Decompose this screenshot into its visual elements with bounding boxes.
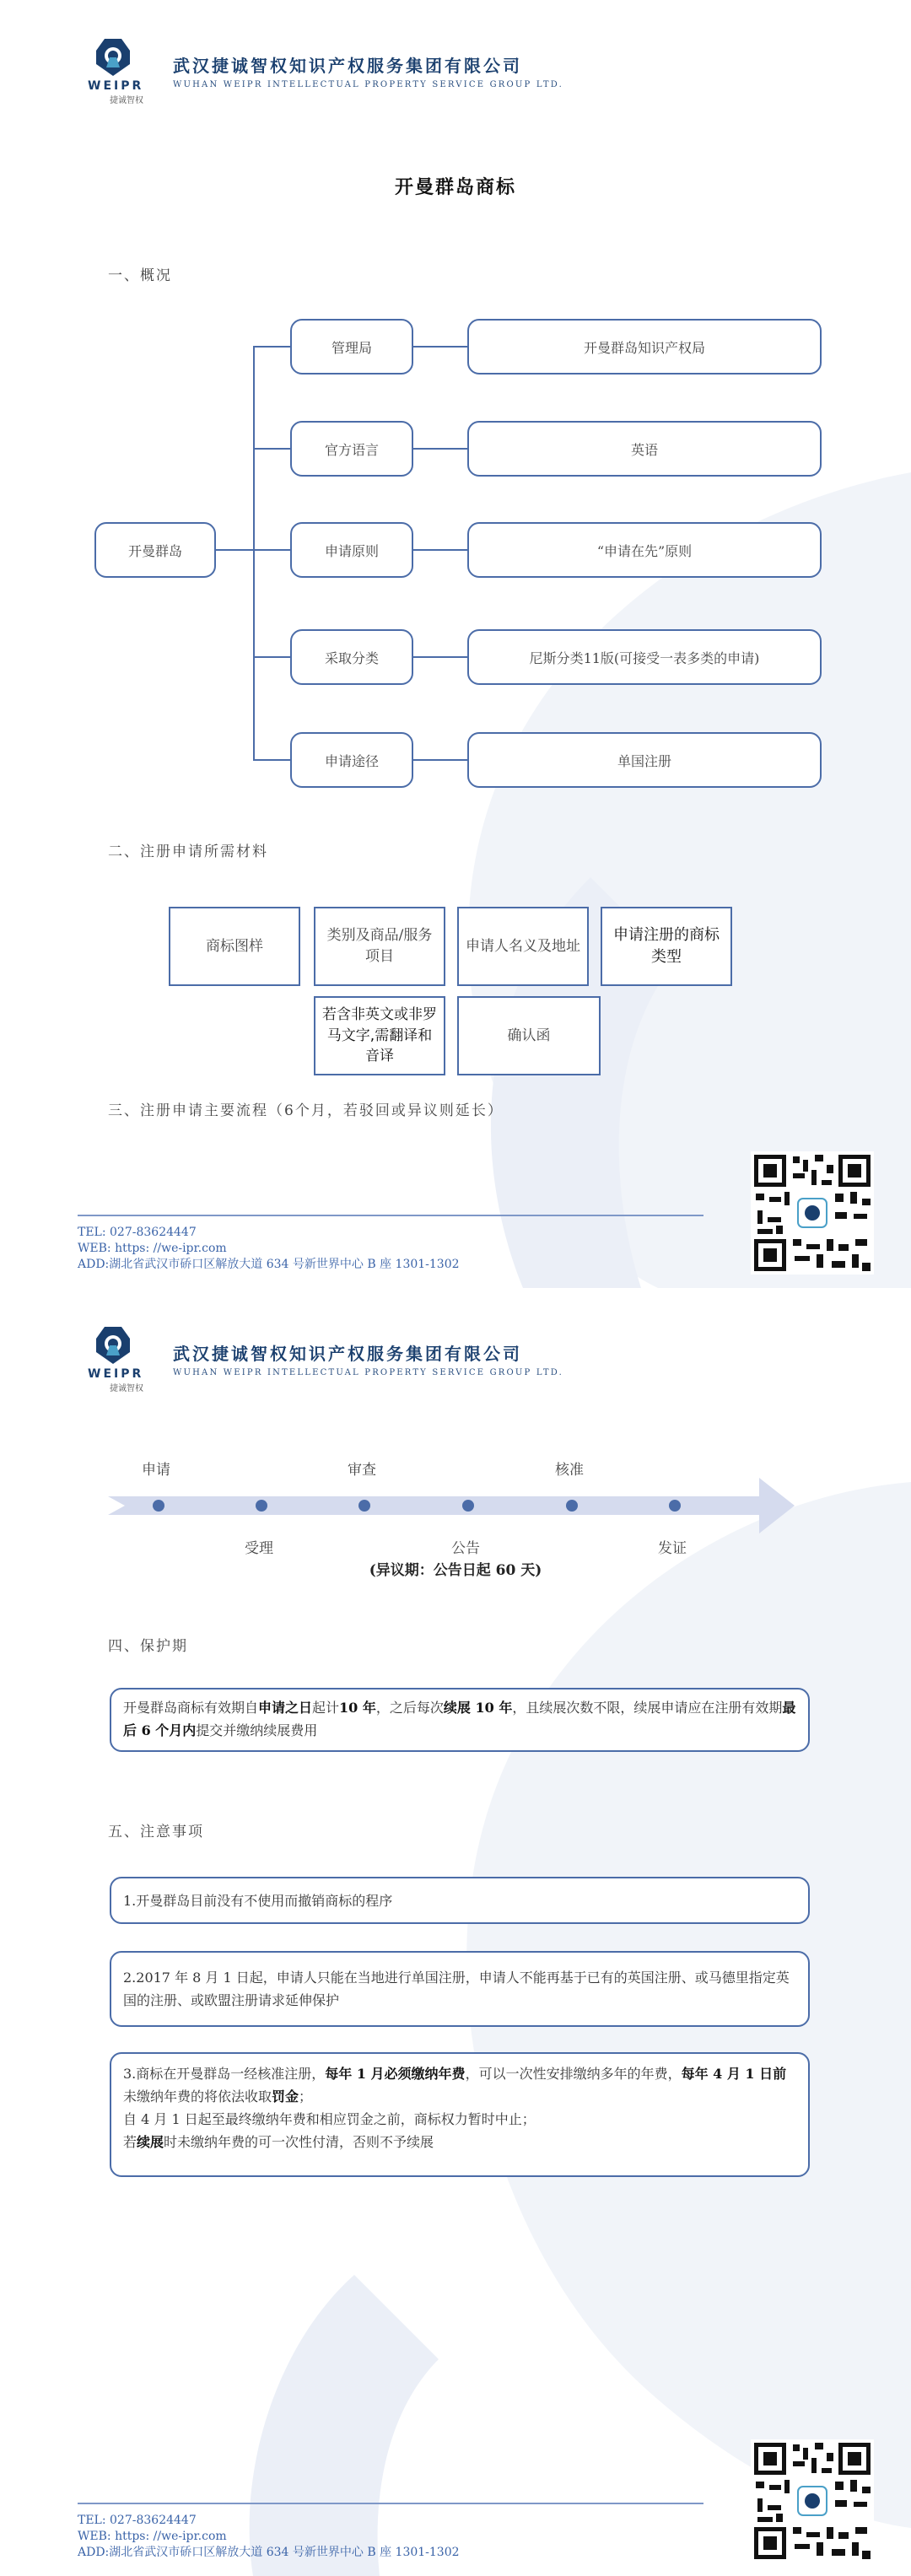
page-2	[0, 1288, 911, 2576]
tree-branch	[253, 549, 290, 551]
footer-divider	[78, 1215, 703, 1216]
timeline-step: 申请	[142, 1462, 170, 1479]
tree-link	[413, 759, 467, 761]
material-item: 确认函	[457, 996, 601, 1075]
timeline-step: 核准	[555, 1462, 584, 1479]
footer-contact	[78, 1225, 460, 1273]
overview-value: 单国注册	[467, 732, 822, 788]
tree-connector	[214, 549, 253, 551]
timeline-step: 受理	[245, 1540, 273, 1557]
overview-label: 采取分类	[290, 629, 413, 685]
company-name-en: WUHAN WEIPR INTELLECTUAL PROPERTY SERVICE GROUP LTD.	[173, 1368, 563, 1377]
section-4-heading: 四、保护期	[108, 1638, 188, 1655]
logo-subtitle: 捷诚智权	[110, 96, 143, 105]
timeline-step: 发证	[658, 1540, 687, 1557]
footer-tel: TEL: 027-83624447	[78, 2514, 197, 2527]
tree-branch	[253, 656, 290, 658]
tree-link	[413, 448, 467, 450]
footer-tel: TEL: 027-83624447	[78, 1226, 197, 1239]
weipr-logo-icon	[84, 35, 169, 86]
timeline-dot	[566, 1500, 578, 1512]
tree-trunk	[253, 346, 255, 759]
tree-branch	[253, 448, 290, 450]
company-name-cn: 武汉捷诚智权知识产权服务集团有限公司	[173, 56, 522, 76]
material-item: 申请人名义及地址	[457, 907, 589, 986]
overview-root: 开曼群岛	[94, 522, 216, 578]
note-item: 2.2017 年 8 月 1 日起，申请人只能在当地进行单国注册，申请人不能再基于已有的英国注册、或马德里指定英国的注册、或欧盟注册请求延伸保护	[110, 1951, 810, 2027]
timeline-dot	[358, 1500, 370, 1512]
letterhead	[84, 35, 844, 128]
overview-value: 开曼群岛知识产权局	[467, 319, 822, 375]
timeline-step: 公告	[451, 1540, 480, 1557]
section-2-heading: 二、注册申请所需材料	[108, 843, 268, 860]
logo-wordmark: WEIPR	[88, 1367, 144, 1381]
timeline-dot	[153, 1500, 164, 1512]
section-5-heading: 五、注意事项	[108, 1824, 204, 1840]
timeline-dot	[256, 1500, 267, 1512]
footer-divider	[78, 2503, 703, 2504]
overview-value: 英语	[467, 421, 822, 477]
qr-code-icon	[751, 1151, 874, 1275]
protection-period-box: 开曼群岛商标有效期自申请之日起计10 年，之后每次续展 10 年，且续展次数不限，续展申请应在注册有效期最后 6 个月内提交并缴纳续展费用	[110, 1688, 810, 1752]
overview-label: 官方语言	[290, 421, 413, 477]
objection-period-note: (异议期：公告日起 60 天)	[369, 1562, 542, 1579]
footer-web[interactable]: WEB: https: //we-ipr.com	[78, 1242, 227, 1255]
footer-web[interactable]: WEB: https: //we-ipr.com	[78, 2530, 227, 2543]
tree-branch	[253, 759, 290, 761]
footer-contact	[78, 2513, 460, 2561]
note-item: 1.开曼群岛目前没有不使用而撤销商标的程序	[110, 1877, 810, 1924]
process-timeline	[0, 1288, 911, 1566]
timeline-arrow	[108, 1478, 795, 1533]
page-title: 开曼群岛商标	[394, 176, 516, 198]
material-item: 类别及商品/服务项目	[314, 907, 445, 986]
overview-value: 尼斯分类11版(可接受一表多类的申请)	[467, 629, 822, 685]
footer-address: ADD:湖北省武汉市硚口区解放大道 634 号新世界中心 B 座 1301-1302	[78, 2546, 460, 2559]
timeline-dot	[669, 1500, 681, 1512]
section-1-heading: 一、概况	[108, 267, 172, 284]
footer-address: ADD:湖北省武汉市硚口区解放大道 634 号新世界中心 B 座 1301-1302	[78, 1258, 460, 1271]
tree-link	[413, 346, 467, 348]
company-name-cn: 武汉捷诚智权知识产权服务集团有限公司	[173, 1344, 522, 1364]
material-item: 申请注册的商标类型	[601, 907, 732, 986]
overview-label: 管理局	[290, 319, 413, 375]
tree-branch	[253, 346, 290, 348]
tree-link	[413, 549, 467, 551]
logo-wordmark: WEIPR	[88, 79, 144, 93]
material-item: 商标图样	[169, 907, 300, 986]
section-3-heading: 三、注册申请主要流程（6个月，若驳回或异议则延长）	[108, 1102, 504, 1119]
timeline-step: 审查	[348, 1462, 376, 1479]
note-item: 3.商标在开曼群岛一经核准注册，每年 1 月必须缴纳年费，可以一次性安排缴纳多年的年费，每年 4 月 1 日前未缴纳年费的将依法收取罚金； 自 4 月 1 日起至最终缴纳年费和相应罚金之前，商标权力暂时中止； 若续展时未缴纳年费的可一次性付清，否则不予续展	[110, 2052, 810, 2177]
overview-value: “申请在先”原则	[467, 522, 822, 578]
tree-link	[413, 656, 467, 658]
material-item: 若含非英文或非罗马文字,需翻译和音译	[314, 996, 445, 1075]
overview-label: 申请原则	[290, 522, 413, 578]
company-name-en: WUHAN WEIPR INTELLECTUAL PROPERTY SERVICE GROUP LTD.	[173, 80, 563, 89]
qr-code-icon	[751, 2439, 874, 2563]
logo-subtitle: 捷诚智权	[110, 1384, 143, 1393]
timeline-dot	[462, 1500, 474, 1512]
overview-label: 申请途径	[290, 732, 413, 788]
